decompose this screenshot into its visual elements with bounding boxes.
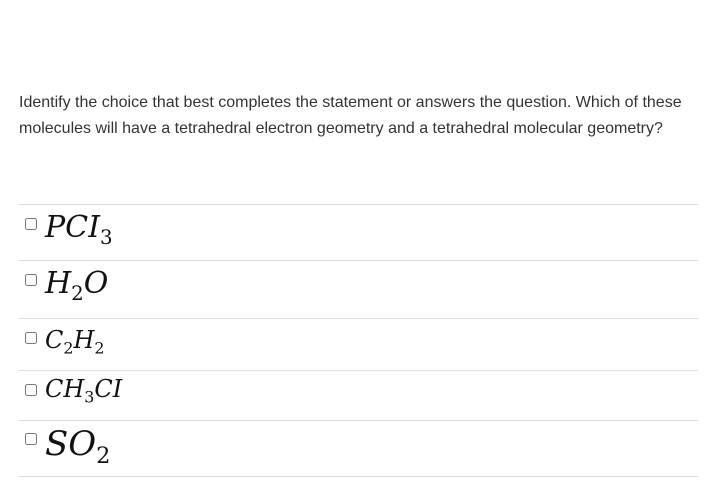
answer-choice-4[interactable] <box>19 371 698 421</box>
choice-checkbox-3[interactable] <box>25 332 37 344</box>
choice-formula-so2: $SO_2$ <box>45 424 111 469</box>
choice-checkbox-2[interactable] <box>25 274 37 286</box>
choice-formula-h2o: $H_2O$ <box>45 266 109 305</box>
choice-formula-pcl3: $PCI_3$ <box>45 210 113 249</box>
answer-choices <box>19 204 698 477</box>
answer-choice-5[interactable] <box>19 421 698 477</box>
choice-checkbox-4[interactable] <box>25 384 37 396</box>
question-text: Identify the choice that best completes the statement or answers the question. Which of these molecules will have a tetrahedral electron geometry and a tetrahedral molecular geometry? <box>19 94 682 137</box>
choice-checkbox-5[interactable] <box>25 433 37 445</box>
choice-checkbox-1[interactable] <box>25 218 37 230</box>
answer-choice-2[interactable] <box>19 261 698 319</box>
choice-formula-c2h2: $C_2H_2$ <box>45 326 105 358</box>
choice-formula-ch3cl: $CH_3CI$ <box>45 375 123 407</box>
answer-choice-1[interactable] <box>19 205 698 261</box>
answer-choice-3[interactable] <box>19 319 698 371</box>
